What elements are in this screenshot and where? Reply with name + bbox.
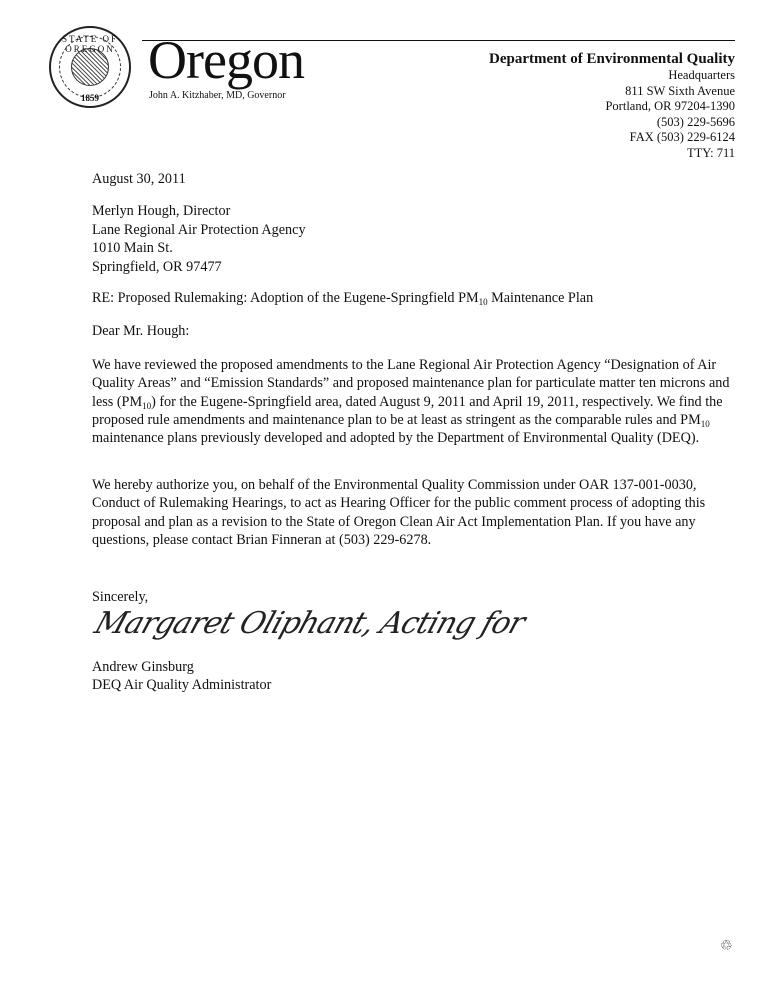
tty-line: TTY: 711 [686,145,735,160]
body-paragraph-1 [92,356,742,447]
state-seal [49,26,131,108]
governor-name: John A. Kitzhaber, MD, Governor [149,90,286,101]
seal-text: STATE OF OREGON [61,34,119,54]
paragraph-text: We have reviewed the proposed amendments to the Lane Regional Air Protection Agency “Designation of Air Quality Areas” and “Emission Standards” and proposed maintenance plan for particulate matter ten microns and less (PM [92,357,730,410]
recycle-icon: ♲ [720,939,733,954]
signer-title: DEQ Air Quality Administrator [92,677,272,693]
address-line: Headquarters [668,68,735,82]
recipient-line: Lane Regional Air Protection Agency [92,221,306,238]
paragraph-text: maintenance plans previously developed and adopted by the Department of Environmental Quality (DEQ). [92,430,700,447]
subject-prefix: RE: Proposed Rulemaking: Adoption of the Eugene-Springfield PM [92,290,479,306]
pm-subscript: 10 [142,400,152,411]
phone-line: (503) 229-5696 [656,114,735,129]
closing: Sincerely, [92,589,149,605]
subject-suffix: Maintenance Plan [487,290,594,306]
state-name: Oregon [148,30,304,90]
body-paragraph-2: We hereby authorize you, on behalf of the Environmental Quality Commission under OAR 137-001-0030, Conduct of Rulemaking Hearings, to act as Hearing Officer for the public comment process of adopting this proposal and plan as a revision to the State of Oregon Clean Air Act Implementation Plan. If you have any questions, please contact Brian Finneran at (503) 229-6278. [92,477,706,548]
recipient-block [92,202,306,276]
department-address-block [489,50,735,161]
subject-line [92,289,593,308]
pm-subscript: 10 [700,418,710,429]
letter-date: August 30, 2011 [92,171,186,187]
recipient-line: Springfield, OR 97477 [92,258,222,275]
address-line: Portland, OR 97204-1390 [605,99,735,113]
address-line: 811 SW Sixth Avenue [625,83,735,98]
handwritten-signature: Margaret Oliphant, Acting for [90,606,529,641]
subject-subscript: 10 [478,297,488,307]
fax-line: FAX (503) 229-6124 [629,130,735,144]
seal-year: 1859 [81,93,99,103]
department-name: Department of Environmental Quality [489,51,735,67]
signer-name: Andrew Ginsburg [92,659,194,675]
salutation: Dear Mr. Hough: [92,323,190,339]
recipient-line: 1010 Main St. [92,240,173,256]
paragraph-text: ) for the Eugene-Springfield area, dated August 9, 2011 and April 19, 2011, respectively. We find the proposed rule amendments and maintenance plan to be at least as stringent as the comparable rules and PM [92,393,723,428]
recipient-line: Merlyn Hough, Director [92,203,231,219]
